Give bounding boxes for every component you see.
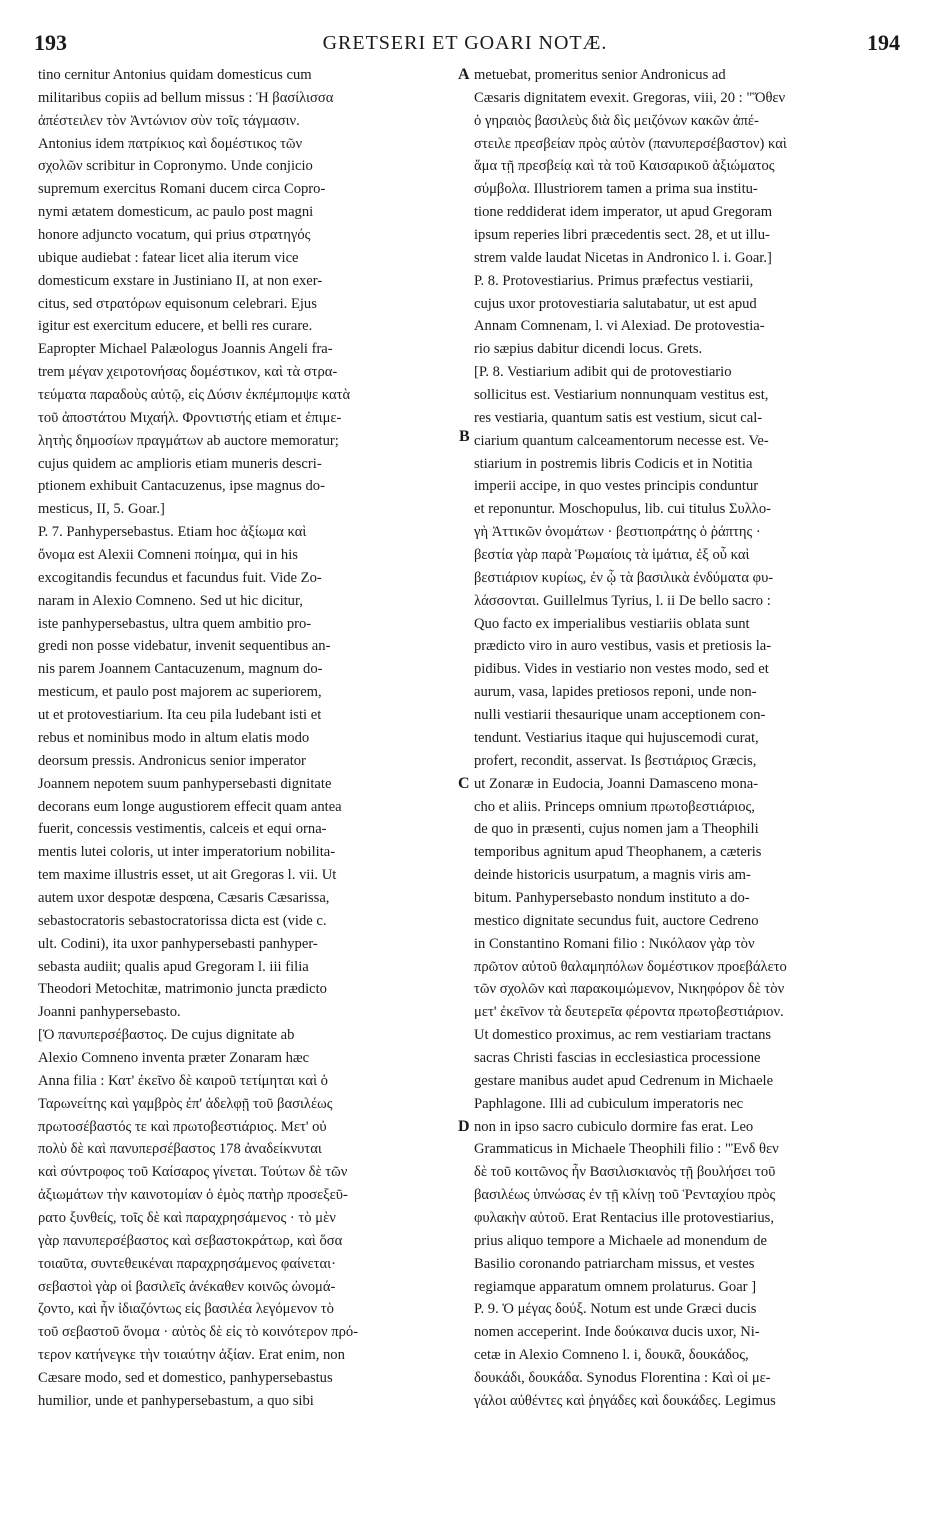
text-line: de quo in præsenti, cujus nomen jam a Theophili: [474, 821, 759, 838]
text-line: μετ' ἐκεῖνον τὰ δευτερεῖα φέροντα πρωτοβεστιάριον.: [474, 1004, 784, 1021]
text-line: ptionem exhibuit Cantacuzenus, ipse magnus do-: [38, 478, 325, 495]
text-line: τῶν σχολῶν καὶ παρακοιμώμενον, Νικηφόρον δὲ τὸν: [474, 981, 785, 998]
page-number-left: 193: [34, 30, 67, 55]
text-line: non in ipso sacro cubiculo dormire fas erat. Leo: [474, 1118, 754, 1135]
text-line: Antonius idem πατρίκιος καὶ δομέστικος τῶν: [38, 135, 303, 152]
text-line: ζοντο, καὶ ἦν ἰδιαζόντως εἰς βασιλέα λεγόμενον τὸ: [38, 1301, 334, 1318]
text-line: Annam Comnenam, l. vi Alexiad. De protovestia-: [474, 318, 765, 335]
margin-letter-c: C: [458, 775, 470, 792]
text-line: temporibus agnitum apud Theophanem, a cæteris: [474, 844, 762, 861]
page-header: [30, 30, 900, 62]
text-line: cujus quidem ac amplioris etiam muneris descri-: [38, 455, 322, 472]
text-line: [Ὁ πανυπερσέβαστος. De cujus dignitate ab: [38, 1027, 295, 1044]
text-line: bitum. Panhypersebasto nondum instituto a do-: [474, 889, 750, 906]
text-line: βασιλέως ὑπνώσας ἐν τῇ κλίνῃ τοῦ Ῥενταχίου πρὸς: [474, 1187, 776, 1204]
text-line: cho et aliis. Princeps omnium πρωτοβεστιάριος,: [474, 798, 755, 815]
text-line: δὲ τοῦ κοιτῶνος ἦν Βασιλισκιανὸς τῇ βουλήσει τοῦ: [474, 1164, 776, 1181]
text-line: citus, sed στρατόρων equisonum celebrari. Ejus: [38, 295, 317, 312]
text-line: λητὴς δημοσίων πραγμάτων ab auctore memoratur;: [38, 432, 339, 449]
text-line: ρατο ξυνθείς, τοῖς δὲ καὶ παραχρησάμενος · τὸ μὲν: [38, 1209, 336, 1226]
text-line: supremum exercitus Romani ducem circa Copro-: [38, 181, 326, 198]
text-line: profert, recondit, asservat. Is βεστιάριος Græcis,: [474, 752, 757, 769]
text-line: imperii accipe, in quo vestes principis conduntur: [474, 478, 759, 495]
text-line: ut Zonaræ in Eudocia, Joanni Damasceno mona-: [474, 775, 759, 792]
text-line: λάσσονται. Guillelmus Tyrius, l. ii De bello sacro :: [474, 592, 771, 609]
text-line: in Constantino Romani filio : Νικόλαον γὰρ τὸν: [474, 935, 755, 952]
text-line: tione reddiderat idem imperator, ut apud Gregoram: [474, 204, 773, 221]
text-line: Grammaticus in Michaele Theophili filio : "Ἐνδ θεν: [474, 1141, 779, 1158]
text-line: nomen acceperint. Inde δούκαινα ducis uxor, Ni-: [474, 1324, 760, 1341]
text-line: Alexio Comneno inventa præter Zonaram hæc: [38, 1049, 310, 1066]
text-line: Anna filia : Κατ' ἐκεῖνο δὲ καιροῦ τετίμηται καὶ ὁ: [38, 1072, 328, 1089]
text-line: cujus uxor protovestiaria salutabatur, ut est apud: [474, 295, 757, 312]
text-line: τεύματα παραδοὺς αὐτῷ, εἰς Δύσιν ἐκπέμπομψε κατὰ: [38, 387, 351, 404]
text-line: [P. 8. Vestiarium adibit qui de protovestiario: [474, 364, 732, 381]
text-line: aurum, vasa, lapides pretiosos reponi, unde non-: [474, 684, 757, 701]
text-line: igitur est exercitum educere, et belli res curare.: [38, 318, 313, 335]
text-line: prius aliquo tempore a Michaele ad monendum de: [474, 1232, 768, 1249]
text-line: γὰρ πανυπερσέβαστος καὶ σεβαστοκράτωρ, καὶ ὅσα: [38, 1232, 343, 1249]
text-line: mesticus, II, 5. Goar.]: [38, 501, 165, 518]
text-line: stiarium in postremis libris Codicis et in Notitia: [474, 455, 753, 472]
text-line: autem uxor despotæ despœna, Cæsaris Cæsarissa,: [38, 889, 330, 906]
text-line: ἀξιωμάτων τὴν καινοτομίαν ὁ ἐμὸς πατὴρ προσεξεῦ-: [38, 1187, 348, 1204]
text-line: P. 9. Ὁ μέγας δούξ. Notum est unde Græci ducis: [474, 1301, 757, 1318]
text-line: sebasta audiit; qualis apud Gregoram l. iii filia: [38, 958, 309, 975]
margin-letter-b: B: [459, 428, 470, 445]
text-line: Theodori Metochitæ, matrimonio juncta prædicto: [38, 981, 327, 998]
margin-letter-a: A: [458, 66, 470, 83]
text-line: deorsum pressis. Andronicus senior imperator: [38, 752, 306, 769]
right-column: [474, 64, 896, 1413]
text-line: τοῦ ἀποστάτου Μιχαήλ. Φροντιστής etiam et ἐπιμε-: [38, 409, 342, 426]
page-number-right: 194: [867, 30, 900, 55]
text-line: ut et protovestiarium. Ita ceu pila ludebant isti et: [38, 707, 322, 724]
text-line: ὄνομα est Alexii Comneni ποίημα, qui in his: [38, 547, 298, 564]
text-line: πρωτοσέβαστός τε καὶ πρωτοβεστιάριος. Μετ' οὐ: [38, 1118, 327, 1135]
text-line: prædicto viro in auro vestibus, vasis et pretiosis la-: [474, 638, 772, 655]
text-line: Joannem nepotem suum panhypersebasti dignitate: [38, 775, 332, 792]
text-line: tendunt. Vestiarius itaque qui hujuscemodi curat,: [474, 729, 759, 746]
text-line: tem maxime illustris esset, ut ait Gregoras l. vii. Ut: [38, 867, 337, 884]
text-line: cetæ in Alexio Comneno l. i, δουκᾶ, δουκάδος,: [474, 1347, 749, 1364]
text-line: γὴ Ἀττικῶν ὀνομάτων · βεστιοπράτης ὁ ῥάπτης ·: [474, 524, 761, 541]
text-line: trem μέγαν χειροτονήσας δομέστικον, καὶ τὰ στρα-: [38, 364, 338, 381]
text-line: mentis lutei coloris, ut inter imperatorium nobilita-: [38, 844, 336, 861]
text-line: pidibus. Vides in vestiario non vestes modo, sed et: [474, 661, 769, 678]
text-line: P. 7. Panhypersebastus. Etiam hoc ἀξίωμα καὶ: [38, 524, 307, 541]
text-line: sebastocratoris sebastocratorissa dicta est (vide c.: [38, 912, 327, 929]
text-line: Ut domestico proximus, ac rem vestiariam tractans: [474, 1027, 772, 1044]
left-column: [38, 64, 458, 1413]
text-line: βεστία γὰρ παρὰ Ῥωμαίοις τὰ ἱμάτια, ἐξ οὗ καὶ: [474, 547, 750, 564]
margin-letter-d: D: [458, 1118, 470, 1135]
text-line: πρῶτον αὐτοῦ θαλαμηπόλων δομέστικον προεβάλετο: [474, 958, 787, 975]
text-line: P. 8. Protovestiarius. Primus præfectus vestiarii,: [474, 272, 754, 289]
text-line: metuebat, promeritus senior Andronicus ad: [474, 67, 726, 83]
text-line: strem valde laudat Nicetas in Andronico l. i. Goar.]: [474, 249, 772, 266]
text-line: τοῦ σεβαστοῦ ὄνομα · αὐτὸς δὲ εἰς τὸ κοινότερον πρό-: [38, 1324, 359, 1341]
text-line: ὁ γηραιὸς βασιλεὺς διὰ δὶς μειζόνων κακῶν ἀπέ-: [474, 112, 759, 129]
text-line: naram in Alexio Comneno. Sed ut hic dicitur,: [38, 592, 303, 609]
text-line: Basilio coronando patriarcham missus, et vestes: [474, 1255, 755, 1272]
text-line: iste panhypersebastus, ultra quem ambitio pro-: [38, 615, 312, 632]
text-line: mesticum, et paulo post majorem ac superiorem,: [38, 684, 322, 701]
text-line: σύμβολα. Illustriorem tamen a prima sua institu-: [474, 181, 758, 198]
text-line: δουκάδι, δουκάδα. Synodus Florentina : Καὶ οἱ με-: [474, 1369, 771, 1386]
text-line: tino cernitur Antonius quidam domesticus cum: [38, 67, 312, 83]
text-line: decorans eum longe augustiorem effecit quam antea: [38, 798, 342, 815]
text-line: regiamque apparatum omnem prolaturus. Goar ]: [474, 1278, 757, 1295]
text-line: στειλε πρεσβείαν πρὸς αὐτὸν (πανυπερσέβαστον) καὶ: [474, 135, 787, 152]
text-line: rio sæpius dabitur dicendi locus. Grets.: [474, 341, 703, 358]
text-line: sacras Christi fascias in ecclesiastica processione: [474, 1049, 761, 1066]
text-line: honore adjuncto vocatum, qui prius στρατηγός: [38, 227, 311, 244]
text-line: τοιαῦτα, συντεθεικέναι παραχρησάμενος φαίνεται·: [38, 1255, 336, 1272]
text-line: γάλοι αὐθέντες καὶ ῥηγάδες καὶ δουκάδες. Legimus: [474, 1392, 776, 1409]
text-line: βεστιάριον κυρίως, ἐν ᾧ τὰ βασιλικὰ ἐνδύματα φυ-: [474, 569, 774, 586]
text-line: militaribus copiis ad bellum missus : Ἡ βασίλισσα: [38, 89, 334, 106]
text-line: Ταρωνείτης καὶ γαμβρὸς ἐπ' ἀδελφῇ τοῦ βασιλέως: [38, 1095, 333, 1112]
text-line: Joanni panhypersebasto.: [38, 1004, 181, 1021]
text-line: et reponuntur. Moschopulus, lib. cui titulus Συλλο-: [474, 501, 771, 518]
running-title: GRETSERI ET GOARI NOTÆ.: [322, 32, 608, 54]
text-line: gredi non posse videbatur, invenit sequentibus an-: [38, 638, 331, 655]
text-line: φυλακὴν αὐτοῦ. Erat Rentacius ille protovestiarius,: [474, 1209, 774, 1226]
text-line: Cæsare modo, sed et domestico, panhypersebastus: [38, 1369, 333, 1386]
text-line: domesticum exstare in Justiniano II, at non exer-: [38, 272, 323, 289]
text-line: fuerit, concessis vestimentis, calceis et equi orna-: [38, 821, 327, 838]
text-line: Paphlagone. Illi ad cubiculum imperatoris nec: [474, 1095, 744, 1112]
text-line: ipsum reperies libri præcedentis sect. 28, et ut illu-: [474, 227, 770, 244]
text-line: ciarium quantum calceamentorum necesse est. Ve-: [474, 432, 769, 449]
text-line: nymi ætatem domesticum, ac paulo post magni: [38, 204, 314, 221]
text-line: ult. Codini), ita uxor panhypersebasti panhyper-: [38, 935, 318, 952]
text-line: καὶ σύντροφος τοῦ Καίσαρος γίνεται. Τούτων δὲ τῶν: [38, 1164, 348, 1181]
text-line: res vestiaria, quantum satis est vestium, sicut cal-: [474, 409, 763, 426]
text-line: excogitandis fecundus et facundus fuit. Vide Zo-: [38, 569, 322, 586]
text-line: humilior, unde et panhypersebastum, a quo sibi: [38, 1392, 314, 1409]
text-line: Eapropter Michael Palæologus Joannis Angeli fra-: [38, 341, 333, 358]
text-line: ἅμα τῇ πρεσβείᾳ καὶ τὰ τοῦ Καισαρικοῦ ἀξιώματος: [474, 158, 775, 175]
text-line: σχολῶν scribitur in Copronymo. Unde conjicio: [38, 158, 313, 175]
text-line: τερον κατήνεγκε τὴν τοιαύτην ἀξίαν. Erat enim, non: [38, 1347, 345, 1364]
text-line: ἀπέστειλεν τὸν Ἀντώνιον σὺν τοῖς τάγμασιν.: [38, 112, 300, 129]
text-line: Quo facto ex imperialibus vestiariis oblata sunt: [474, 615, 750, 632]
text-line: rebus et nominibus modo in altum elatis modo: [38, 729, 310, 746]
text-line: gestare manibus audet apud Cedrenum in Michaele: [474, 1072, 774, 1089]
text-line: sollicitus est. Vestiarium nonnunquam vestitus est,: [474, 387, 769, 404]
text-line: deinde historicis usurpatum, a magnis viris am-: [474, 867, 751, 884]
text-line: mestico dignitate secundus fuit, auctore Cedreno: [474, 912, 759, 929]
text-line: nis parem Joannem Cantacuzenum, magnum do-: [38, 661, 323, 678]
text-line: nulli vestiarii thesaurique unam acceptionem con-: [474, 707, 766, 724]
text-line: πολὺ δὲ καὶ πανυπερσέβαστος 178 ἀναδείκνυται: [38, 1141, 322, 1158]
text-line: σεβαστοὶ γὰρ οἱ βασιλεῖς ἀνέκαθεν κοινῶς ὠνομά-: [38, 1278, 336, 1295]
text-line: ubique audiebat : fatear licet alia iterum vice: [38, 249, 299, 266]
text-line: Cæsaris dignitatem evexit. Gregoras, viii, 20 : "Ὅθεν: [474, 89, 786, 106]
